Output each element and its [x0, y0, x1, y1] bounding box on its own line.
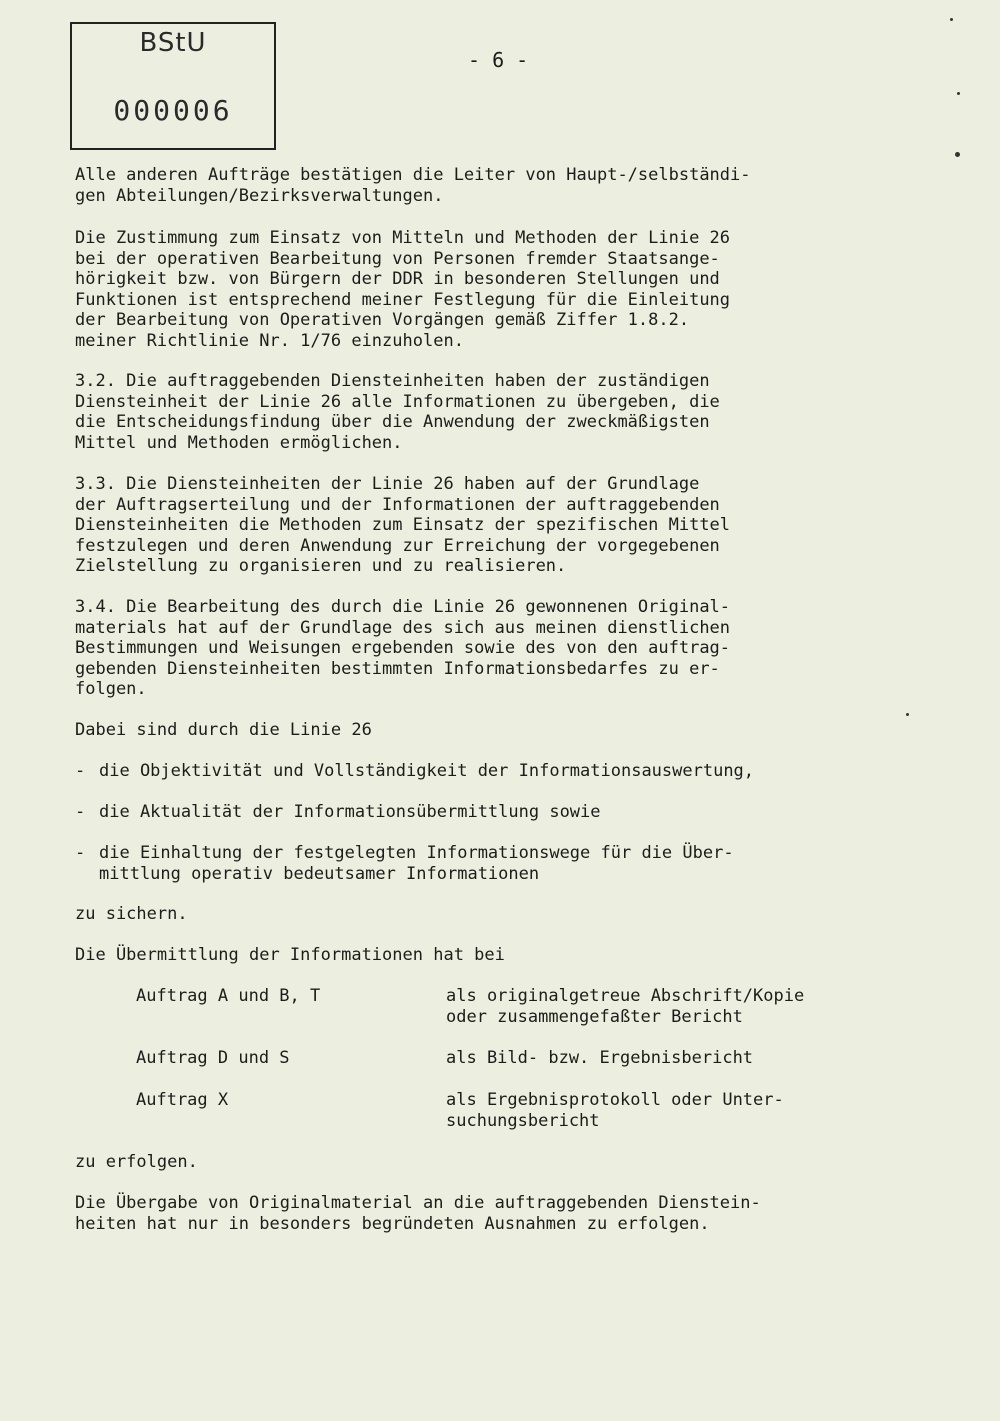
table-form: als Bild- bzw. Ergebnisbericht — [446, 1048, 754, 1068]
table-auftrag: Auftrag X — [136, 1090, 229, 1110]
table-auftrag: Auftrag D und S — [136, 1048, 290, 1068]
paragraph-3-4: 3.4. Die Bearbeitung des durch die Linie 26 gewonnenen Original- materials hat auf der Grundlage des sich aus meinen dienstlichen Bestimmungen und Weisungen ergebenden sowie des von den auftrag- gebenden Diensteinheiten bestimmten Informationsbedarfes zu er- folgen. — [75, 597, 731, 700]
paragraph-1: Alle anderen Aufträge bestätigen die Leiter von Haupt-/selbständi- gen Abteilungen/Bezirksverwaltungen. — [75, 165, 751, 206]
paragraph-uebergabe: Die Übergabe von Originalmaterial an die auftraggebenden Dienstein- heiten hat nur in besonders begründeten Ausnahmen zu erfolgen. — [75, 1193, 761, 1234]
paragraph-zu-erfolgen: zu erfolgen. — [75, 1152, 198, 1172]
table-form: als Ergebnisprotokoll oder Unter- suchungsbericht — [446, 1090, 784, 1131]
scan-speck — [955, 152, 960, 157]
scan-speck — [950, 18, 953, 21]
paragraph-zu-sichern: zu sichern. — [75, 904, 188, 924]
paragraph-3-2: 3.2. Die auftraggebenden Diensteinheiten haben der zuständigen Diensteinheit der Linie 26 alle Informationen zu übergeben, die die Entscheidungsfindung über die Anwendung der zweckmäßigsten Mittel und Methoden ermöglichen. — [75, 371, 720, 453]
stamp-org: BStU — [139, 28, 207, 58]
table-auftrag: Auftrag A und B, T — [136, 986, 321, 1006]
table-form: als originalgetreue Abschrift/Kopie oder zusammengefaßter Bericht — [446, 986, 805, 1027]
scan-speck — [906, 713, 909, 716]
archive-stamp — [70, 22, 276, 150]
paragraph-2: Die Zustimmung zum Einsatz von Mitteln und Methoden der Linie 26 bei der operativen Bearbeitung von Personen fremder Staatsange- hörigkeit bzw. von Bürgern der DDR in besonderen Stellungen und Funktionen ist entsprechend meiner Festlegung für die Einleitung der Bearbeitung von Operativen Vorgängen gemäß Ziffer 1.8.2. meiner Richtlinie Nr. 1/76 einzuholen. — [75, 228, 731, 351]
list-bullet: - — [75, 802, 86, 822]
page-number: - 6 - — [468, 48, 529, 72]
list-item: die Einhaltung der festgelegten Informationswege für die Über- mittlung operativ bedeutsamer Informationen — [99, 843, 734, 884]
paragraph-uebermittlung: Die Übermittlung der Informationen hat bei — [75, 945, 505, 965]
paragraph-3-3: 3.3. Die Diensteinheiten der Linie 26 haben auf der Grundlage der Auftragserteilung und der Informationen der auftraggebenden Diensteinheiten die Methoden zum Einsatz der spezifischen Mittel festzulegen und deren Anwendung zur Erreichung der vorgegebenen Zielstellung zu organisieren und zu realisieren. — [75, 474, 731, 577]
list-bullet: - — [75, 843, 86, 863]
stamp-number: 000006 — [113, 94, 233, 127]
list-item: die Aktualität der Informationsübermittlung sowie — [99, 802, 601, 822]
list-item: die Objektivität und Vollständigkeit der Informationsauswertung, — [99, 761, 755, 781]
scan-speck — [957, 92, 960, 95]
list-bullet: - — [75, 761, 86, 781]
paragraph-dabei: Dabei sind durch die Linie 26 — [75, 720, 372, 740]
